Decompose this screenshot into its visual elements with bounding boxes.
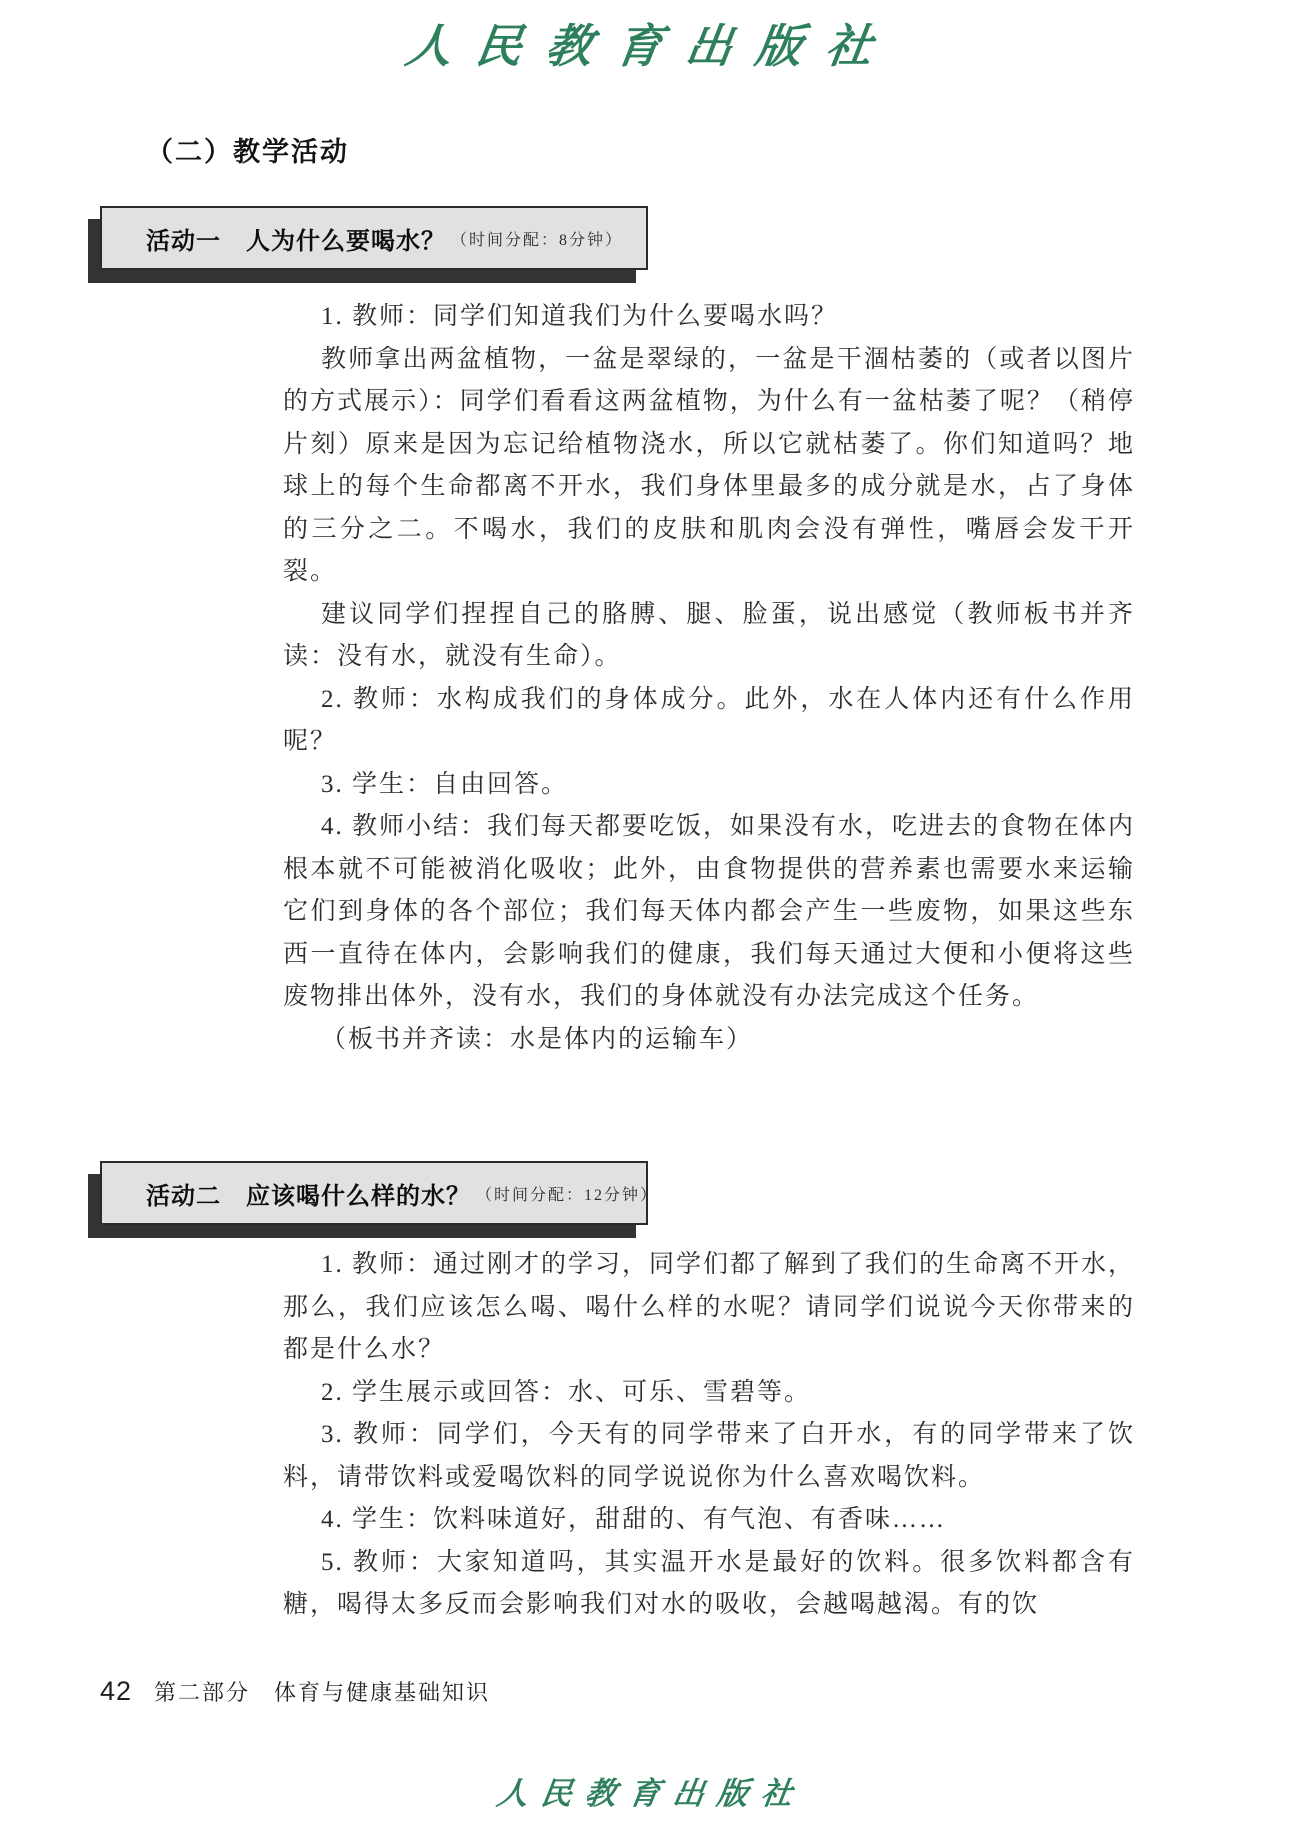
paragraph: 5. 教师：大家知道吗，其实温开水是最好的饮料。很多饮料都含有糖，喝得太多反而会影响我们对水的吸收，会越喝越渴。有的饮 <box>283 1548 1135 1618</box>
paragraph: 3. 教师：同学们，今天有的同学带来了白开水，有的同学带来了饮料，请带饮料或爱喝饮料的同学说说你为什么喜欢喝饮料。 <box>283 1421 1135 1491</box>
paragraph: 3. 学生：自由回答。 <box>321 770 569 798</box>
activity1-title: 活动一 人为什么要喝水？ <box>146 227 446 255</box>
paragraph: 4. 学生：饮料味道好，甜甜的、有气泡、有香味…… <box>321 1506 947 1533</box>
activity1-body <box>283 296 1135 1061</box>
activity1-header-box <box>100 206 648 270</box>
activity2-title: 活动二 应该喝什么样的水？ <box>146 1182 471 1210</box>
paragraph: （板书并齐读：水是体内的运输车） <box>321 1025 754 1053</box>
publisher-logo-bottom: 人民教育出版社 <box>494 1776 808 1812</box>
activity1-time-note: （时间分配：8分钟） <box>451 231 624 249</box>
paragraph: 2. 教师：水构成我们的身体成分。此外，水在人体内还有什么作用呢？ <box>283 685 1135 755</box>
section-heading: （二）教学活动 <box>146 137 349 167</box>
activity2-time-note: （时间分配：12分钟） <box>476 1186 659 1204</box>
publisher-logo-top: 人民教育出版社 <box>402 19 900 73</box>
page-footer <box>100 1676 490 1707</box>
page-number: 42 <box>100 1676 133 1706</box>
activity2-header-box <box>100 1161 659 1225</box>
paragraph: 1. 教师：同学们知道我们为什么要喝水吗？ <box>321 303 839 330</box>
footer-section-title: 第二部分 体育与健康基础知识 <box>154 1680 491 1705</box>
paragraph: 教师拿出两盆植物，一盆是翠绿的，一盆是干涸枯萎的（或者以图片的方式展示）：同学们看看这两盆植物，为什么有一盆枯萎了呢？（稍停片刻）原来是因为忘记给植物浇水，所以它就枯萎了。你们知道吗？地球上的每个生命都离不开水，我们身体里最多的成分就是水，占了身体的三分之二。不喝水，我们的皮肤和肌肉会没有弹性，嘴唇会发干开裂。 <box>283 345 1135 585</box>
paragraph: 4. 教师小结：我们每天都要吃饭，如果没有水，吃进去的食物在体内根本就不可能被消化吸收；此外，由食物提供的营养素也需要水来运输它们到身体的各个部位；我们每天体内都会产生一些废物，如果这些东西一直待在体内，会影响我们的健康，我们每天通过大便和小便将这些废物排出体外，没有水，我们的身体就没有办法完成这个任务。 <box>283 813 1136 1010</box>
activity2-body <box>283 1244 1135 1627</box>
paragraph: 1. 教师：通过刚才的学习，同学们都了解到了我们的生命离不开水，那么，我们应该怎么喝、喝什么样的水呢？请同学们说说今天你带来的都是什么水？ <box>283 1251 1136 1363</box>
paragraph: 建议同学们捏捏自己的胳膊、腿、脸蛋，说出感觉（教师板书并齐读：没有水，就没有生命）。 <box>283 600 1135 670</box>
paragraph: 2. 学生展示或回答：水、可乐、雪碧等。 <box>321 1378 812 1406</box>
